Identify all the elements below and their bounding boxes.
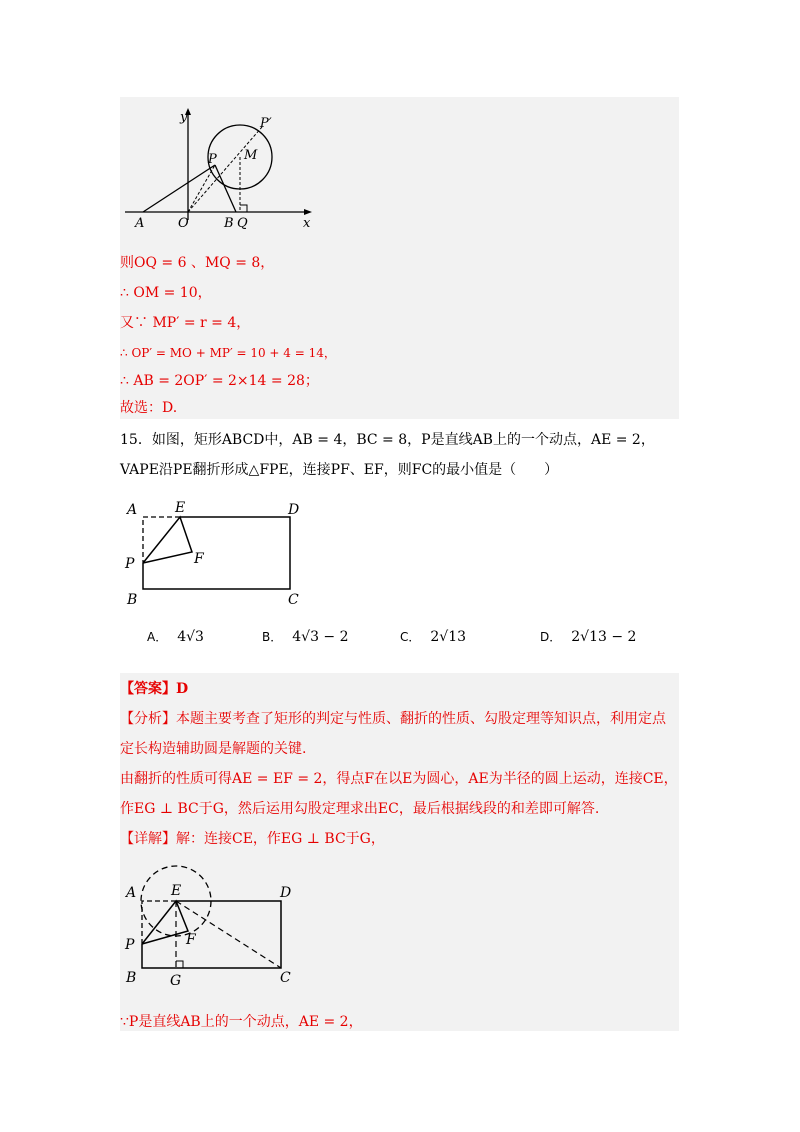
option-a-value: 4√3	[177, 629, 204, 645]
detail-line-1: 【详解】解：连接CE，作EG ⊥ BC于G，	[120, 831, 385, 847]
option-c-value: 2√13	[430, 629, 467, 645]
fig2-label-E: E	[175, 500, 186, 516]
answer-line: 【答案】D	[120, 681, 189, 697]
fig3-label-D: D	[280, 885, 292, 901]
analysis-line-4: 作EG ⊥ BC于G，然后运用勾股定理求出EC，最后根据线段的和差即可解答.	[120, 801, 600, 817]
fig2-label-D: D	[288, 502, 300, 518]
option-a[interactable]	[147, 628, 204, 645]
solution-line-6: 故选：D.	[120, 400, 178, 416]
fig2-label-A: A	[127, 502, 138, 518]
option-c-label: C．	[400, 630, 421, 644]
detail-line-2: ∵P是直线AB上的一个动点，AE = 2，	[120, 1014, 363, 1030]
solution-line-3: 又∵ MP′ = r = 4，	[120, 315, 251, 331]
fig1-label-P: P	[208, 152, 217, 167]
fig3-label-A: A	[126, 885, 137, 901]
question-15-line-1: 15．如图，矩形ABCD中，AB = 4，BC = 8，P是直线AB上的一个动点，AE = 2，	[120, 432, 655, 448]
analysis-line-3: 由翻折的性质可得AE = EF = 2，得点F在以E为圆心，AE为半径的圆上运动，连接CE，	[120, 771, 678, 787]
fig3-label-G: G	[170, 973, 182, 989]
rectangle-figure	[120, 497, 320, 609]
fig1-label-Q: Q	[237, 216, 248, 230]
option-b[interactable]	[262, 628, 349, 645]
solution-line-1: 则OQ = 6 、MQ = 8，	[120, 255, 275, 271]
option-b-value: 4√3 − 2	[292, 629, 349, 645]
analysis-line-1: 【分析】本题主要考查了矩形的判定与性质、翻折的性质、勾股定理等知识点，利用定点	[120, 711, 666, 727]
fig1-label-Pprime: P′	[260, 116, 272, 131]
solution-line-4: ∴ OP′ = MO + MP′ = 10 + 4 = 14，	[120, 346, 336, 360]
fig1-label-A: A	[135, 216, 145, 230]
analysis-line-2: 定长构造辅助圆是解题的关键.	[120, 741, 307, 757]
solution-line-2: ∴ OM = 10，	[120, 285, 212, 301]
fig1-label-x: x	[303, 216, 311, 230]
fig3-label-F: F	[186, 932, 196, 948]
fig3-label-C: C	[280, 970, 291, 986]
solution-figure	[120, 860, 320, 990]
option-b-label: B．	[262, 630, 283, 644]
fig1-label-O: O	[178, 216, 189, 230]
fig3-label-P: P	[125, 937, 135, 953]
fig1-label-y: y	[180, 110, 188, 125]
option-c[interactable]	[400, 628, 466, 645]
option-d-value: 2√13 − 2	[571, 629, 637, 645]
option-d[interactable]	[540, 628, 636, 645]
fig1-label-M: M	[244, 148, 258, 163]
solution-line-5: ∴ AB = 2OP′ = 2×14 = 28；	[120, 373, 319, 389]
option-d-label: D．	[540, 630, 562, 644]
question-15-line-2: VAPE沿PE翻折形成△FPE，连接PF、EF，则FC的最小值是（ ）	[120, 462, 559, 478]
fig2-label-P: P	[125, 556, 135, 572]
fig2-label-C: C	[288, 592, 299, 608]
fig1-label-B: B	[224, 216, 234, 230]
option-a-label: A．	[147, 630, 168, 644]
fig2-label-F: F	[194, 551, 204, 567]
coordinate-figure	[120, 105, 320, 230]
fig2-label-B: B	[127, 592, 138, 608]
fig3-label-E: E	[171, 883, 182, 899]
fig3-label-B: B	[126, 970, 137, 986]
